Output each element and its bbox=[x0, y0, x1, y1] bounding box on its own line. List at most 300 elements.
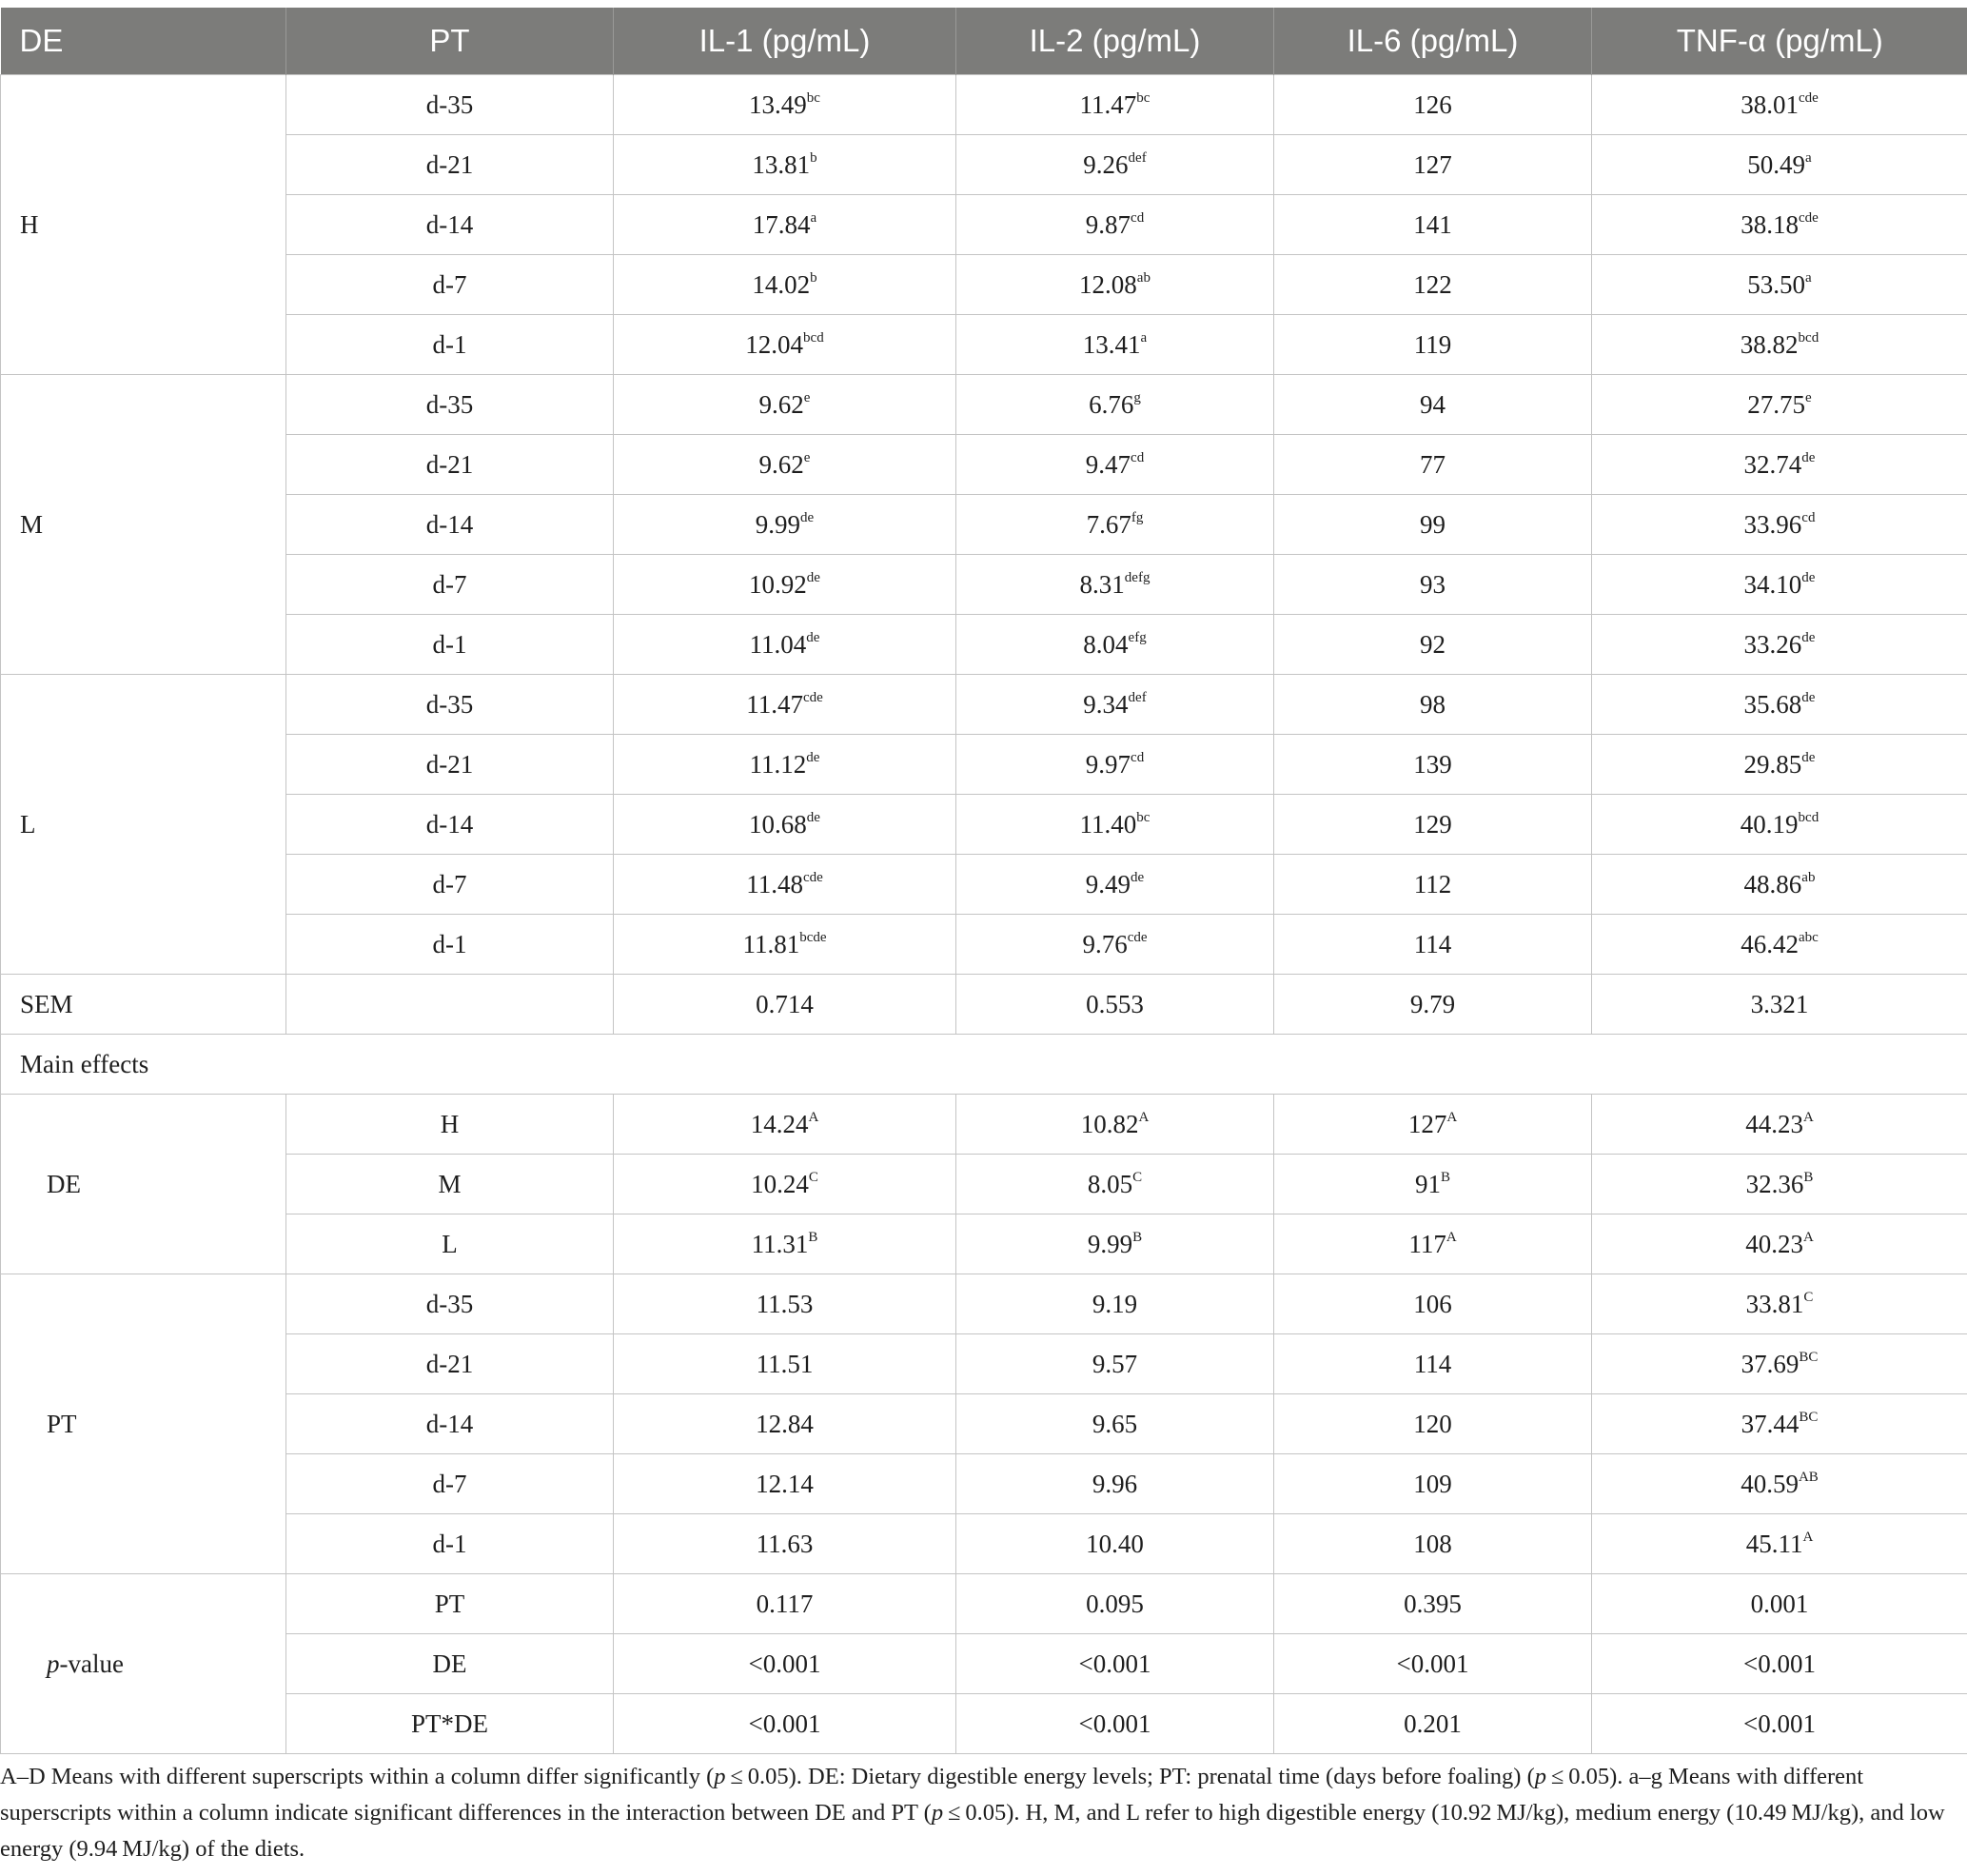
table-row bbox=[1, 195, 1967, 255]
header-tnf: TNF-α (pg/mL) bbox=[1592, 8, 1967, 75]
cell-value: 114 bbox=[1413, 1349, 1452, 1378]
significance-superscript: de bbox=[806, 569, 820, 585]
cell-value: 13.49 bbox=[749, 89, 807, 119]
cell-value: 34.10 bbox=[1743, 569, 1802, 599]
significance-superscript: B bbox=[808, 1229, 818, 1245]
significance-superscript: C bbox=[808, 1169, 818, 1185]
significance-superscript: A bbox=[1446, 1109, 1458, 1125]
significance-superscript: cd bbox=[1131, 209, 1145, 226]
tnf-cell bbox=[1592, 255, 1967, 315]
significance-superscript: de bbox=[1801, 749, 1816, 765]
cell-value: 122 bbox=[1413, 269, 1452, 299]
cell-value: 17.84 bbox=[752, 209, 811, 239]
group-label-de: DE bbox=[1, 1095, 286, 1274]
significance-superscript: abc bbox=[1798, 929, 1819, 945]
cell-value: 120 bbox=[1413, 1409, 1452, 1438]
il2-cell bbox=[956, 915, 1274, 975]
il2-cell bbox=[956, 735, 1274, 795]
significance-superscript: de bbox=[1801, 689, 1816, 705]
il2-cell bbox=[956, 1155, 1274, 1214]
il1-cell bbox=[614, 675, 956, 735]
il1-cell bbox=[614, 435, 956, 495]
il1-cell bbox=[614, 1694, 956, 1754]
cell-value: 40.19 bbox=[1740, 809, 1799, 839]
header-de: DE bbox=[1, 8, 286, 75]
cell-value: 12.84 bbox=[756, 1409, 814, 1438]
cell-value: 9.87 bbox=[1085, 209, 1131, 239]
il1-cell bbox=[614, 615, 956, 675]
tnf-cell bbox=[1592, 675, 1967, 735]
pvalue-label-rest: -value bbox=[59, 1649, 124, 1678]
cell-value: 129 bbox=[1413, 809, 1452, 839]
cell-value: 7.67 bbox=[1086, 509, 1131, 539]
il1-cell bbox=[614, 1274, 956, 1334]
significance-superscript: fg bbox=[1131, 509, 1144, 525]
pt-cell: PT bbox=[286, 1574, 614, 1634]
il6-cell bbox=[1274, 675, 1592, 735]
il1-cell bbox=[614, 195, 956, 255]
tnf-cell bbox=[1592, 735, 1967, 795]
cell-value: 38.18 bbox=[1741, 209, 1799, 239]
il6-cell bbox=[1274, 1634, 1592, 1694]
pt-cell: d-7 bbox=[286, 255, 614, 315]
table-row bbox=[1, 1214, 1967, 1274]
il1-cell bbox=[614, 495, 956, 555]
table-row bbox=[1, 1095, 1967, 1155]
significance-superscript: def bbox=[1128, 689, 1147, 705]
cell-value: 9.49 bbox=[1085, 869, 1131, 899]
cell-value: 114 bbox=[1413, 929, 1452, 958]
significance-superscript: cde bbox=[1798, 209, 1819, 226]
cell-value: 12.14 bbox=[756, 1469, 814, 1498]
cell-value: 9.62 bbox=[758, 389, 804, 419]
group-label-pt: PT bbox=[1, 1274, 286, 1574]
cell-value: 6.76 bbox=[1089, 389, 1134, 419]
table-row bbox=[1, 1454, 1967, 1514]
il6-cell bbox=[1274, 375, 1592, 435]
cell-value: 10.24 bbox=[751, 1169, 809, 1198]
significance-superscript: cde bbox=[802, 689, 823, 705]
pvalue-row bbox=[1, 1634, 1967, 1694]
significance-superscript: bcd bbox=[803, 329, 824, 346]
tnf-cell bbox=[1592, 1095, 1967, 1155]
table-row bbox=[1, 1394, 1967, 1454]
il1-cell bbox=[614, 1095, 956, 1155]
significance-superscript: C bbox=[1803, 1289, 1814, 1305]
il2-cell bbox=[956, 255, 1274, 315]
significance-superscript: cd bbox=[1801, 509, 1816, 525]
il2-cell bbox=[956, 1634, 1274, 1694]
tnf-cell bbox=[1592, 1454, 1967, 1514]
cell-value: 11.53 bbox=[756, 1289, 814, 1318]
significance-superscript: defg bbox=[1124, 569, 1151, 585]
cell-value: 10.40 bbox=[1086, 1529, 1144, 1558]
group-label-h: H bbox=[1, 75, 286, 375]
significance-superscript: e bbox=[1805, 389, 1812, 405]
cell-value: 94 bbox=[1420, 389, 1446, 419]
pt-cell: PT*DE bbox=[286, 1694, 614, 1754]
significance-superscript: de bbox=[800, 509, 815, 525]
il2-cell bbox=[956, 1694, 1274, 1754]
cell-value: <0.001 bbox=[1743, 1649, 1816, 1678]
il1-cell bbox=[614, 855, 956, 915]
significance-superscript: B bbox=[1132, 1229, 1143, 1245]
cell-value: 93 bbox=[1420, 569, 1446, 599]
significance-superscript: b bbox=[810, 269, 817, 286]
cell-value: 46.42 bbox=[1741, 929, 1799, 958]
tnf-cell bbox=[1592, 555, 1967, 615]
significance-superscript: cd bbox=[1131, 749, 1145, 765]
header-pt: PT bbox=[286, 8, 614, 75]
tnf-cell bbox=[1592, 855, 1967, 915]
pt-cell: d-14 bbox=[286, 195, 614, 255]
pt-cell: d-1 bbox=[286, 315, 614, 375]
significance-superscript: de bbox=[1801, 569, 1816, 585]
significance-superscript: bcd bbox=[1798, 809, 1819, 825]
table-row bbox=[1, 1334, 1967, 1394]
significance-superscript: A bbox=[808, 1109, 819, 1125]
table-row bbox=[1, 255, 1967, 315]
il6-cell bbox=[1274, 1274, 1592, 1334]
cell-value: 0.117 bbox=[756, 1589, 814, 1618]
il6-cell bbox=[1274, 555, 1592, 615]
cell-value: <0.001 bbox=[1743, 1708, 1816, 1738]
il6-cell bbox=[1274, 795, 1592, 855]
pt-cell: H bbox=[286, 1095, 614, 1155]
pt-cell: d-7 bbox=[286, 855, 614, 915]
il1-cell bbox=[614, 795, 956, 855]
significance-superscript: cd bbox=[1131, 449, 1145, 465]
cell-value: 9.34 bbox=[1083, 689, 1129, 719]
il2-cell bbox=[956, 1334, 1274, 1394]
significance-superscript: A bbox=[1446, 1229, 1457, 1245]
cell-value: 0.395 bbox=[1404, 1589, 1462, 1618]
tnf-cell bbox=[1592, 1514, 1967, 1574]
pt-cell: d-21 bbox=[286, 735, 614, 795]
pt-cell: M bbox=[286, 1155, 614, 1214]
cell-value: 0.714 bbox=[756, 989, 814, 1018]
significance-superscript: def bbox=[1128, 149, 1147, 166]
il2-cell bbox=[956, 495, 1274, 555]
pt-cell: DE bbox=[286, 1634, 614, 1694]
cell-value: 91 bbox=[1414, 1169, 1441, 1198]
table-row bbox=[1, 615, 1967, 675]
footnote-text: ≤ 0.05). a–g Means with different superscripts within a column indicate significant differences in the interaction between DE and PT ( bbox=[0, 1764, 1864, 1826]
cell-value: <0.001 bbox=[1396, 1649, 1469, 1678]
il2-cell bbox=[956, 135, 1274, 195]
group-label-m: M bbox=[1, 375, 286, 675]
tnf-cell bbox=[1592, 1214, 1967, 1274]
il1-cell bbox=[614, 555, 956, 615]
significance-superscript: de bbox=[1801, 449, 1816, 465]
cell-value: 8.04 bbox=[1083, 629, 1129, 659]
il6-cell bbox=[1274, 435, 1592, 495]
cell-value: 38.82 bbox=[1740, 329, 1799, 359]
significance-superscript: de bbox=[1801, 629, 1816, 645]
significance-superscript: de bbox=[806, 749, 820, 765]
cell-value: 9.65 bbox=[1092, 1409, 1138, 1438]
cell-value: 3.321 bbox=[1750, 989, 1809, 1018]
significance-superscript: bc bbox=[806, 89, 820, 106]
cell-value: 48.86 bbox=[1743, 869, 1802, 899]
cell-value: 9.79 bbox=[1409, 989, 1456, 1018]
tnf-cell bbox=[1592, 435, 1967, 495]
cell-value: 9.57 bbox=[1092, 1349, 1138, 1378]
table-row bbox=[1, 735, 1967, 795]
pt-cell: d-1 bbox=[286, 915, 614, 975]
footnote-p-symbol: p bbox=[714, 1764, 726, 1789]
il6-cell bbox=[1274, 195, 1592, 255]
cell-value: 141 bbox=[1413, 209, 1452, 239]
pt-cell: d-35 bbox=[286, 375, 614, 435]
cell-value: 37.44 bbox=[1741, 1409, 1800, 1438]
cell-value: 0.001 bbox=[1750, 1589, 1809, 1618]
tnf-cell bbox=[1592, 1334, 1967, 1394]
header-il6: IL-6 (pg/mL) bbox=[1274, 8, 1592, 75]
il6-cell bbox=[1274, 315, 1592, 375]
cell-value: 11.31 bbox=[751, 1229, 809, 1258]
sem-tnf-cell bbox=[1592, 975, 1967, 1035]
significance-superscript: cde bbox=[1798, 89, 1819, 106]
il6-cell bbox=[1274, 915, 1592, 975]
il2-cell bbox=[956, 615, 1274, 675]
significance-superscript: C bbox=[1132, 1169, 1143, 1185]
header-il1: IL-1 (pg/mL) bbox=[614, 8, 956, 75]
pt-cell: d-21 bbox=[286, 135, 614, 195]
table-footnote bbox=[0, 1759, 1956, 1867]
significance-superscript: a bbox=[1805, 269, 1812, 286]
pt-cell: d-21 bbox=[286, 435, 614, 495]
il6-cell bbox=[1274, 855, 1592, 915]
pt-cell: d-14 bbox=[286, 1394, 614, 1454]
cell-value: 11.40 bbox=[1079, 809, 1137, 839]
tnf-cell bbox=[1592, 195, 1967, 255]
cell-value: 27.75 bbox=[1747, 389, 1806, 419]
significance-superscript: ab bbox=[1801, 869, 1816, 885]
significance-superscript: AB bbox=[1798, 1469, 1819, 1485]
il1-cell bbox=[614, 1394, 956, 1454]
pt-cell: d-35 bbox=[286, 1274, 614, 1334]
header-row bbox=[1, 8, 1967, 75]
cell-value: 40.23 bbox=[1745, 1229, 1803, 1258]
il1-cell bbox=[614, 255, 956, 315]
il6-cell bbox=[1274, 735, 1592, 795]
il6-cell bbox=[1274, 1454, 1592, 1514]
il2-cell bbox=[956, 855, 1274, 915]
tnf-cell bbox=[1592, 1155, 1967, 1214]
cell-value: 9.96 bbox=[1092, 1469, 1138, 1498]
cell-value: 0.553 bbox=[1086, 989, 1144, 1018]
cell-value: 11.51 bbox=[756, 1349, 814, 1378]
pvalue-row bbox=[1, 1694, 1967, 1754]
table-row bbox=[1, 75, 1967, 135]
tnf-cell bbox=[1592, 375, 1967, 435]
il6-cell bbox=[1274, 1155, 1592, 1214]
il1-cell bbox=[614, 375, 956, 435]
table-row bbox=[1, 915, 1967, 975]
il1-cell bbox=[614, 1574, 956, 1634]
cell-value: 12.08 bbox=[1079, 269, 1137, 299]
cell-value: 112 bbox=[1413, 869, 1452, 899]
il2-cell bbox=[956, 1394, 1274, 1454]
pt-cell: d-7 bbox=[286, 1454, 614, 1514]
il2-cell bbox=[956, 1214, 1274, 1274]
cell-value: 139 bbox=[1413, 749, 1452, 779]
cell-value: 8.31 bbox=[1079, 569, 1125, 599]
tnf-cell bbox=[1592, 1574, 1967, 1634]
tnf-cell bbox=[1592, 795, 1967, 855]
cell-value: 9.26 bbox=[1083, 149, 1129, 179]
il6-cell bbox=[1274, 1394, 1592, 1454]
cell-value: 127 bbox=[1407, 1109, 1447, 1138]
table-body bbox=[1, 75, 1967, 1754]
significance-superscript: de bbox=[806, 629, 820, 645]
cell-value: 38.01 bbox=[1741, 89, 1799, 119]
il1-cell bbox=[614, 1155, 956, 1214]
cell-value: <0.001 bbox=[1078, 1708, 1151, 1738]
cell-value: 10.82 bbox=[1080, 1109, 1139, 1138]
tnf-cell bbox=[1592, 915, 1967, 975]
table-row bbox=[1, 1274, 1967, 1334]
il2-cell bbox=[956, 435, 1274, 495]
main-effects-label: Main effects bbox=[1, 1035, 1967, 1095]
cell-value: 108 bbox=[1413, 1529, 1452, 1558]
il1-cell bbox=[614, 1334, 956, 1394]
il6-cell bbox=[1274, 1574, 1592, 1634]
pt-cell: d-35 bbox=[286, 675, 614, 735]
cell-value: 106 bbox=[1413, 1289, 1452, 1318]
main-effects-row bbox=[1, 1035, 1967, 1095]
pt-cell: d-21 bbox=[286, 1334, 614, 1394]
cell-value: 109 bbox=[1413, 1469, 1452, 1498]
tnf-cell bbox=[1592, 75, 1967, 135]
cell-value: 117 bbox=[1408, 1229, 1446, 1258]
table-row bbox=[1, 675, 1967, 735]
significance-superscript: de bbox=[806, 809, 820, 825]
significance-superscript: g bbox=[1133, 389, 1141, 405]
cell-value: 12.04 bbox=[745, 329, 804, 359]
footnote-p-symbol: p bbox=[931, 1800, 944, 1826]
tnf-cell bbox=[1592, 1274, 1967, 1334]
cell-value: 119 bbox=[1413, 329, 1452, 359]
cell-value: 53.50 bbox=[1747, 269, 1806, 299]
il2-cell bbox=[956, 1274, 1274, 1334]
pt-cell: L bbox=[286, 1214, 614, 1274]
table-row bbox=[1, 795, 1967, 855]
pt-cell: d-14 bbox=[286, 795, 614, 855]
il2-cell bbox=[956, 315, 1274, 375]
il2-cell bbox=[956, 795, 1274, 855]
il6-cell bbox=[1274, 1095, 1592, 1155]
cell-value: 14.02 bbox=[752, 269, 811, 299]
header-il2: IL-2 (pg/mL) bbox=[956, 8, 1274, 75]
table-row bbox=[1, 855, 1967, 915]
significance-superscript: a bbox=[1805, 149, 1812, 166]
cell-value: 13.81 bbox=[752, 149, 811, 179]
significance-superscript: A bbox=[1802, 1529, 1814, 1545]
cell-value: 33.96 bbox=[1743, 509, 1802, 539]
sem-label: SEM bbox=[1, 975, 286, 1035]
table-row bbox=[1, 495, 1967, 555]
cell-value: 9.97 bbox=[1085, 749, 1131, 779]
cell-value: 92 bbox=[1420, 629, 1446, 659]
cell-value: 9.76 bbox=[1082, 929, 1128, 958]
cell-value: 9.62 bbox=[758, 449, 804, 479]
il1-cell bbox=[614, 75, 956, 135]
significance-superscript: efg bbox=[1128, 629, 1147, 645]
il1-cell bbox=[614, 1214, 956, 1274]
il2-cell bbox=[956, 1454, 1274, 1514]
il2-cell bbox=[956, 675, 1274, 735]
group-label-l: L bbox=[1, 675, 286, 975]
pvalue-row bbox=[1, 1574, 1967, 1634]
tnf-cell bbox=[1592, 315, 1967, 375]
il2-cell bbox=[956, 375, 1274, 435]
cell-value: 0.095 bbox=[1086, 1589, 1144, 1618]
footnote-p-symbol: p bbox=[1534, 1764, 1547, 1789]
tnf-cell bbox=[1592, 135, 1967, 195]
il1-cell bbox=[614, 915, 956, 975]
cell-value: 0.201 bbox=[1404, 1708, 1462, 1738]
il2-cell bbox=[956, 1095, 1274, 1155]
il2-cell bbox=[956, 195, 1274, 255]
cell-value: 9.19 bbox=[1092, 1289, 1138, 1318]
cell-value: 14.24 bbox=[750, 1109, 809, 1138]
sem-il1-cell bbox=[614, 975, 956, 1035]
cell-value: 11.12 bbox=[749, 749, 807, 779]
il1-cell bbox=[614, 315, 956, 375]
cell-value: 33.81 bbox=[1745, 1289, 1804, 1318]
tnf-cell bbox=[1592, 615, 1967, 675]
cell-value: 32.36 bbox=[1745, 1169, 1804, 1198]
significance-superscript: BC bbox=[1799, 1409, 1819, 1425]
significance-superscript: a bbox=[1140, 329, 1148, 346]
cell-value: 11.81 bbox=[742, 929, 800, 958]
table-row bbox=[1, 135, 1967, 195]
il6-cell bbox=[1274, 495, 1592, 555]
il1-cell bbox=[614, 1634, 956, 1694]
tnf-cell bbox=[1592, 495, 1967, 555]
significance-superscript: de bbox=[1131, 869, 1145, 885]
cell-value: 45.11 bbox=[1745, 1529, 1803, 1558]
cell-value: 9.47 bbox=[1085, 449, 1131, 479]
significance-superscript: e bbox=[803, 389, 811, 405]
sem-row bbox=[1, 975, 1967, 1035]
cell-value: 11.63 bbox=[756, 1529, 814, 1558]
cell-value: 126 bbox=[1413, 89, 1452, 119]
cell-value: 50.49 bbox=[1747, 149, 1806, 179]
cell-value: 33.26 bbox=[1743, 629, 1802, 659]
significance-superscript: A bbox=[1802, 1229, 1814, 1245]
cell-value: 37.69 bbox=[1741, 1349, 1800, 1378]
table-row bbox=[1, 375, 1967, 435]
significance-superscript: bcd bbox=[1798, 329, 1819, 346]
cell-value: 98 bbox=[1420, 689, 1446, 719]
cell-value: 11.47 bbox=[746, 689, 803, 719]
table-row bbox=[1, 435, 1967, 495]
cell-value: 10.92 bbox=[749, 569, 807, 599]
cell-value: 9.99 bbox=[1087, 1229, 1133, 1258]
sem-il2-cell bbox=[956, 975, 1274, 1035]
il6-cell bbox=[1274, 1694, 1592, 1754]
il6-cell bbox=[1274, 75, 1592, 135]
cell-value: 8.05 bbox=[1087, 1169, 1133, 1198]
footnote-text: ≤ 0.05). DE: Dietary digestible energy levels; PT: prenatal time (days before foaling) ( bbox=[725, 1764, 1535, 1789]
significance-superscript: A bbox=[1802, 1109, 1814, 1125]
il1-cell bbox=[614, 735, 956, 795]
il2-cell bbox=[956, 1514, 1274, 1574]
significance-superscript: BC bbox=[1799, 1349, 1819, 1365]
